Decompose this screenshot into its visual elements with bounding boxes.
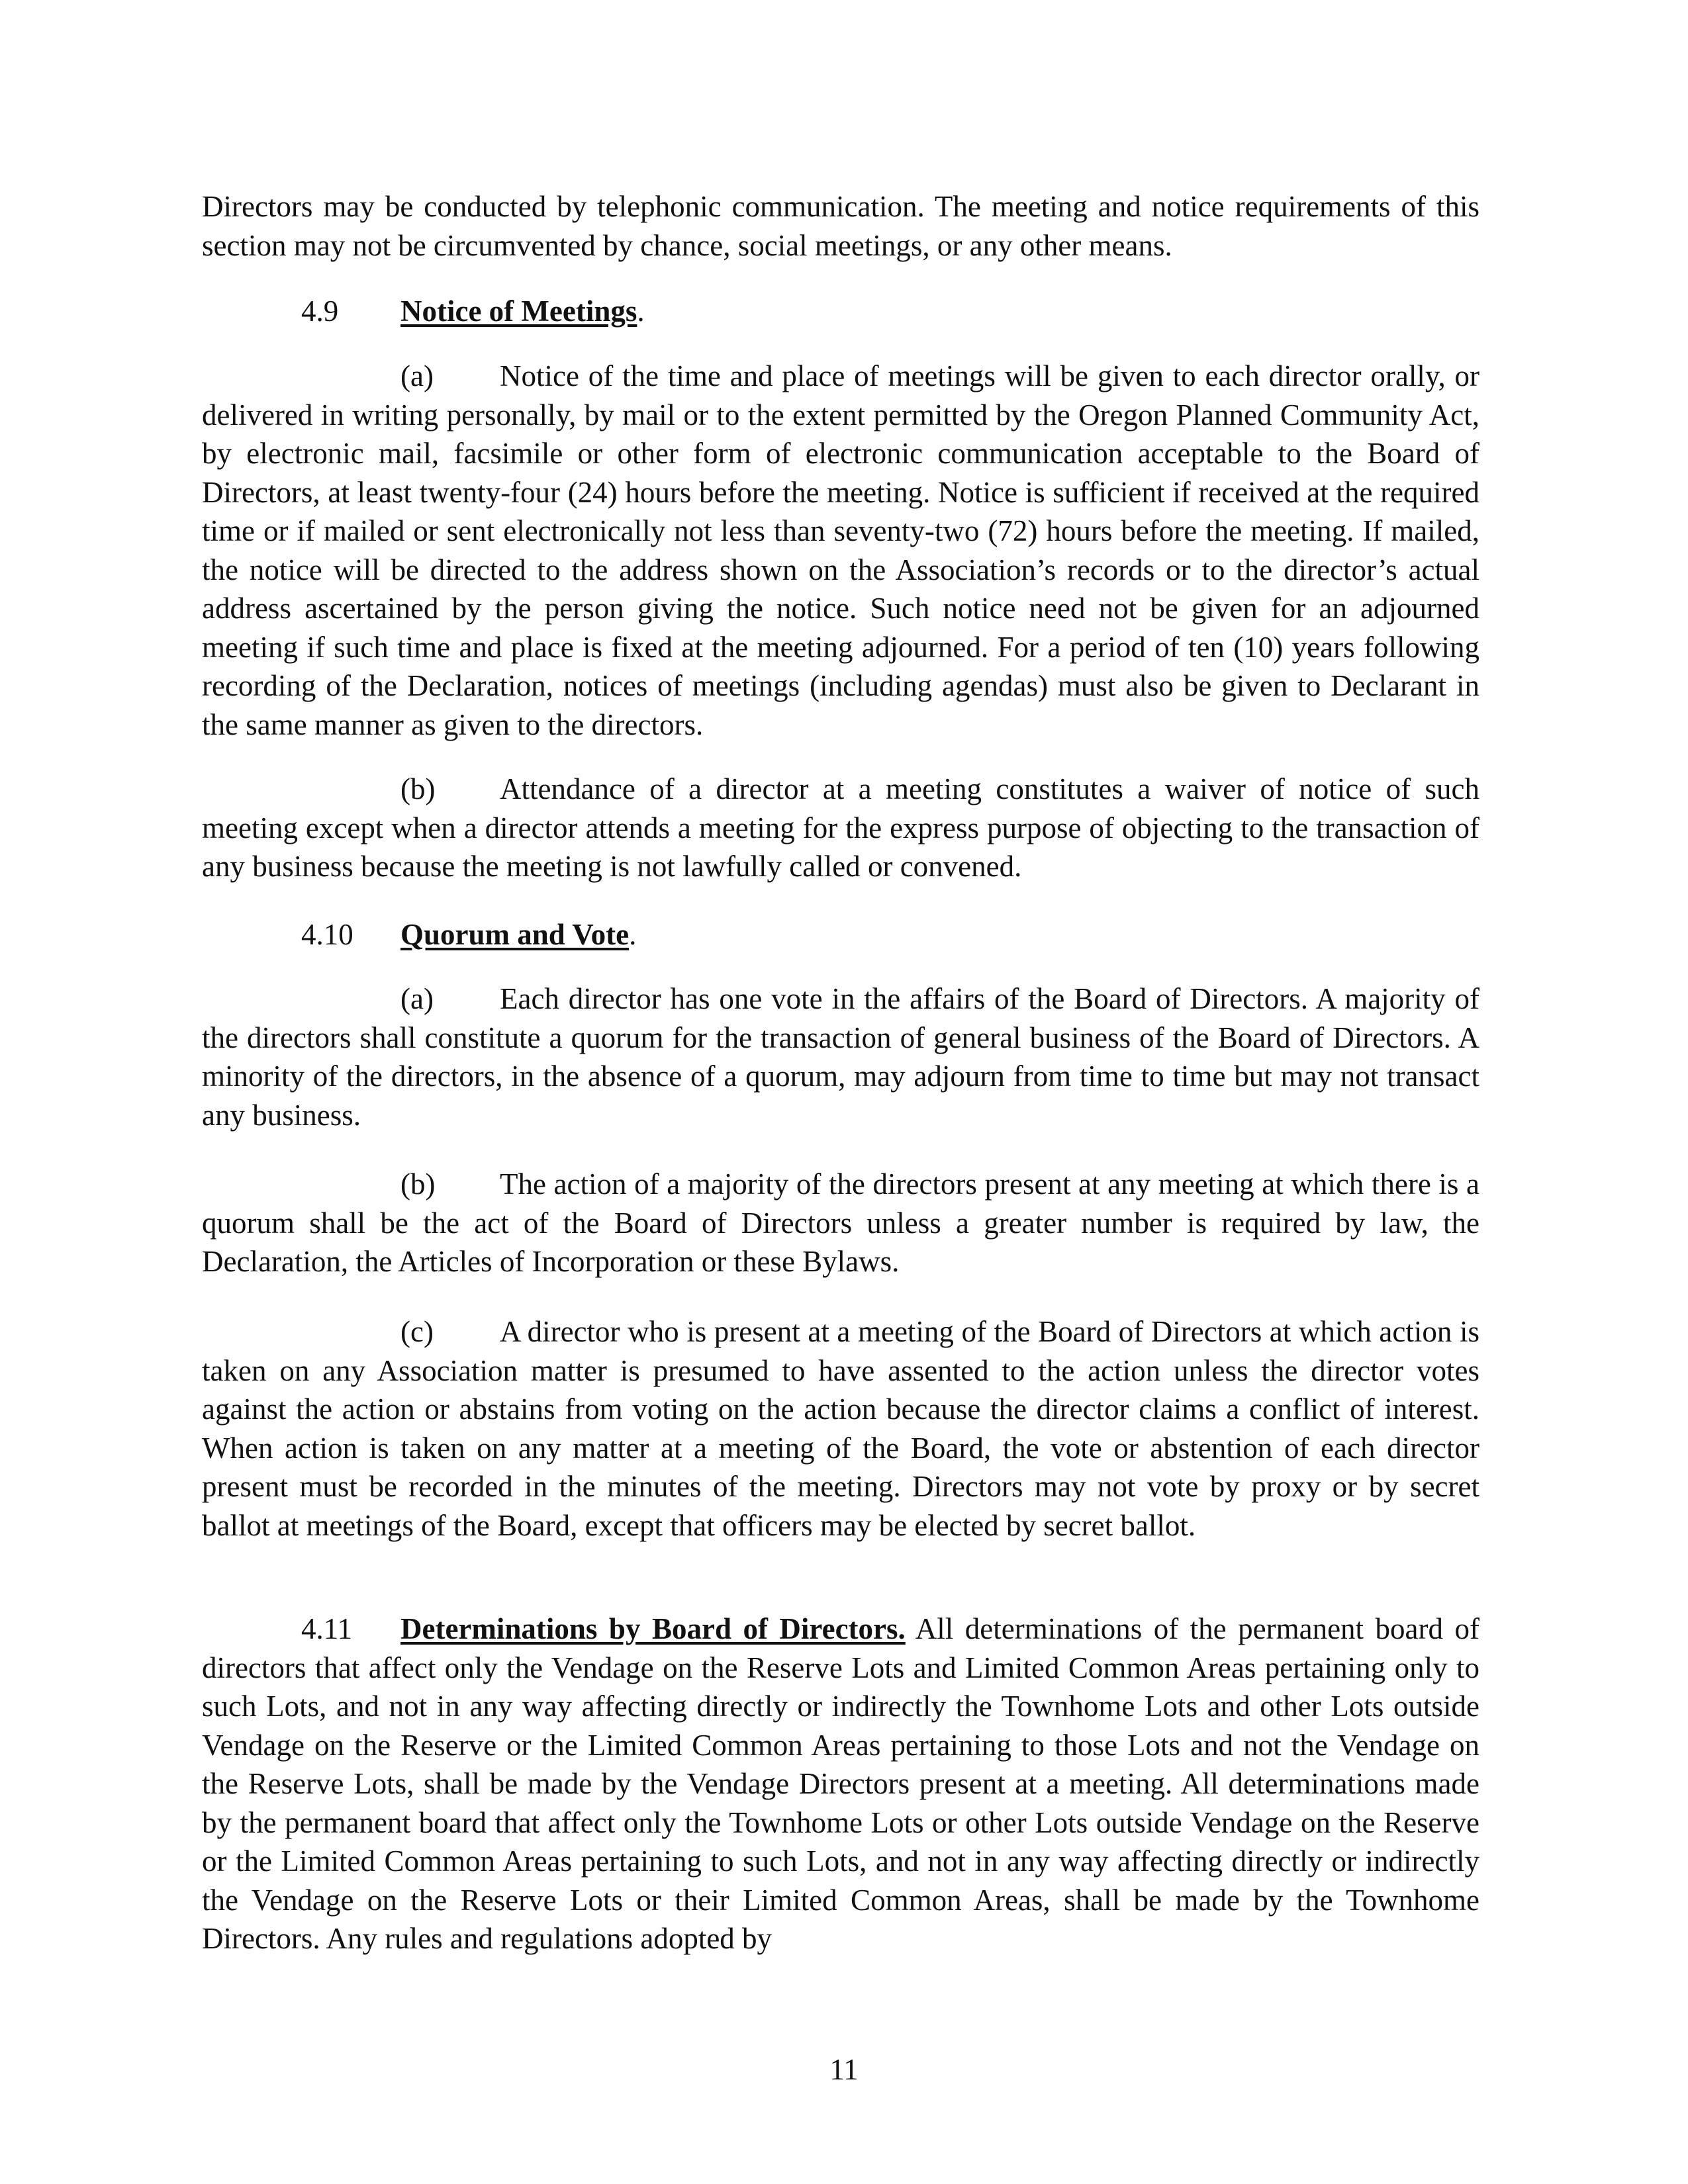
section-4-11-paragraph (202, 1610, 1479, 1958)
paragraph-label: (a) (400, 982, 434, 1015)
paragraph-label: (c) (400, 1315, 434, 1348)
intro-paragraph: Directors may be conducted by telephonic communication. The meeting and notice requirements of this section may not be circumvented by chance, social meetings, or any other means. (202, 190, 1479, 262)
section-number: 4.10 (301, 918, 353, 951)
paragraph-text: Attendance of a director at a meeting constitutes a waiver of notice of such meeting except when a director attends a meeting for the express purpose of objecting to the transaction of any business because the meeting is not lawfully called or convened. (202, 772, 1479, 883)
section-title-punct: . (629, 918, 637, 951)
section-4-9-b-paragraph (202, 770, 1479, 886)
paragraph-text: Each director has one vote in the affairs of the Board of Directors. A majority of the directors shall constitute a quorum for the transaction of general business of the Board of Directors. A minority of the directors, in the absence of a quorum, may adjourn from time to time but may not transact any business. (202, 982, 1479, 1132)
paragraph-label: (b) (400, 772, 436, 805)
paragraph-label: (a) (400, 359, 434, 392)
paragraph-label: (b) (400, 1167, 436, 1201)
section-4-9-a-paragraph (202, 357, 1479, 744)
section-4-10-a-paragraph (202, 979, 1479, 1134)
section-title: Determinations by Board of Directors. (400, 1612, 906, 1645)
section-number: 4.9 (301, 295, 339, 328)
section-title-punct: . (637, 295, 645, 328)
paragraph-text: A director who is present at a meeting of the Board of Directors at which action is taken on any Association matter is presumed to have assented to the action unless the director votes against the action or abstains from voting on the action because the director claims a conflict of interest. When action is taken on any matter at a meeting of the Board, the vote or abstention of each director present must be recorded in the minutes of the meeting. Directors may not vote by proxy or by secret ballot at meetings of the Board, except that officers may be elected by secret ballot. (202, 1315, 1479, 1542)
section-4-9-heading (301, 292, 645, 331)
paragraph-text: The action of a majority of the directors present at any meeting at which there is a quorum shall be the act of the Board of Directors unless a greater number is required by law, the Declaration, the Articles of Incorporation or these Bylaws. (202, 1167, 1479, 1278)
section-number: 4.11 (301, 1612, 353, 1645)
page-number: 11 (829, 2053, 859, 2086)
paragraph-text: Notice of the time and place of meetings will be given to each director orally, or delivered in writing personally, by mail or to the extent permitted by the Oregon Planned Community Act, by electronic mail, facsimile or other form of electronic communication acceptable to the Board of Directors, at least twenty-four (24) hours before the meeting. Notice is sufficient if received at the required time or if mailed or sent electronically not less than seventy-two (72) hours before the meeting. If mailed, the notice will be directed to the address shown on the Association’s records or to the director’s actual address ascertained by the person giving the notice. Such notice need not be given for an adjourned meeting if such time and place is fixed at the meeting adjourned. For a period of ten (10) years following recording of the Declaration, notices of meetings (including agendas) must also be given to Declarant in the same manner as given to the directors. (202, 359, 1479, 741)
section-4-10-c-paragraph (202, 1312, 1479, 1545)
section-4-10-heading (301, 915, 636, 954)
section-4-10-b-paragraph (202, 1165, 1479, 1281)
section-title: Quorum and Vote (400, 918, 630, 951)
section-title: Notice of Meetings (400, 295, 637, 328)
paragraph-text: All determinations of the permanent board of directors that affect only the Vendage on the Reserve Lots and Limited Common Areas pertaining only to such Lots, and not in any way affecting directly or indirectly the Townhome Lots and other Lots outside Vendage on the Reserve or the Limited Common Areas pertaining to those Lots and not the Vendage on the Reserve Lots, shall be made by the Vendage Directors present at a meeting. All determinations made by the permanent board that affect only the Townhome Lots or other Lots outside Vendage on the Reserve or the Limited Common Areas pertaining to such Lots, and not in any way affecting directly or indirectly the Vendage on the Reserve Lots or their Limited Common Areas, shall be made by the Townhome Directors. Any rules and regulations adopted by (202, 1612, 1479, 1955)
